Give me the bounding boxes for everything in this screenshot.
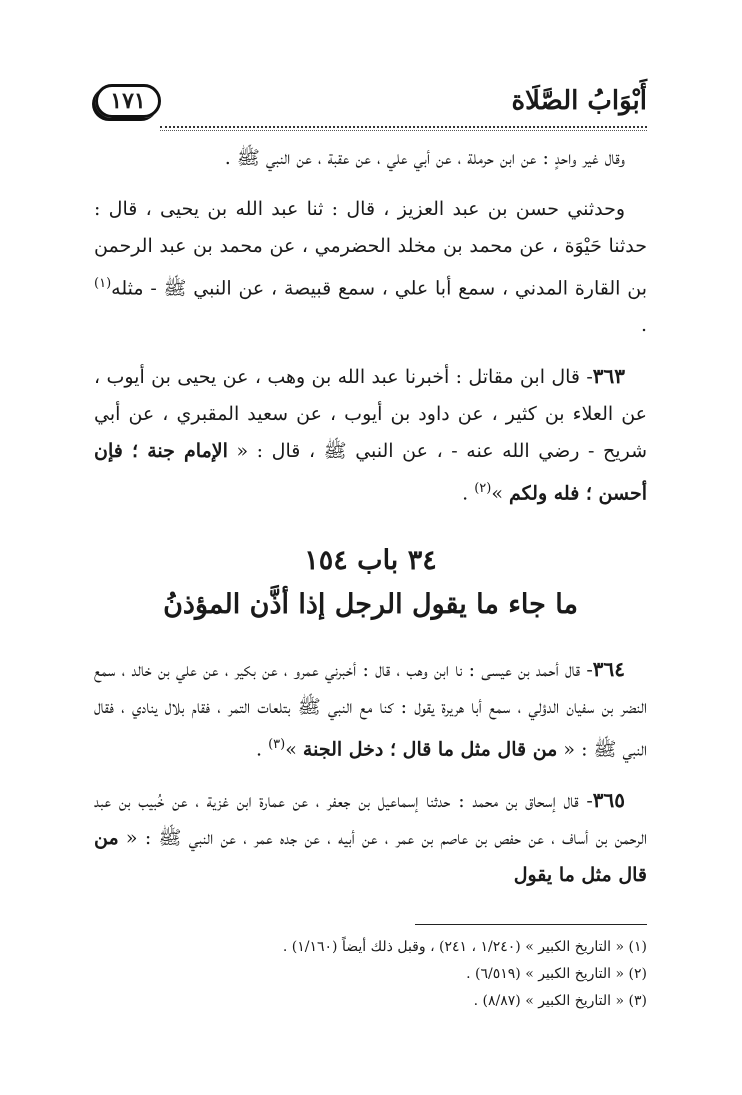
page-number: ١٧١ xyxy=(95,84,161,118)
hadith-text: - قال ابن مقاتل : أخبرنا عبد الله بن وهب ، عن يحيى بن أيوب ، عن العلاء بن كثير ، عن داود بن أيوب ، عن سعيد المقبري ، عن أبي شريح - رضي الله عنه - ، عن النبي ﷺ ، قال : « xyxy=(94,366,647,463)
hadith-number: ٣٦٥ xyxy=(592,787,625,812)
hadith-365 xyxy=(94,782,647,894)
hadith-quote: من قال مثل ما قال ؛ دخل الجنة xyxy=(302,737,558,760)
hadith-quote: من قال مثل ما يقول xyxy=(94,826,647,886)
footnote-1: (١) « التاريخ الكبير » (١/٢٤٠ ، ٢٤١) ، وقبل ذلك أيضاً (١/١٦٠) . xyxy=(282,939,647,955)
chapter-title: أَبْوَابُ الصَّلَاة xyxy=(511,86,647,116)
hadith-364: ٣٦٤- قال أحمد بن عيسى : نا ابن وهب ، قال : أخبرني عمرو ، عن بكير ، عن علي بن خالد ، سمع النضر بن سفيان الدؤلي ، سمع أبا هريرة يقول : كنا مع النبي ﷺ بتلعات التمر ، فقام بلال ينادي ، فقال النبي ﷺ : « من قال مثل ما قال ؛ دخل الجنة »$^{(٣)}$ . xyxy=(94,656,647,760)
footnote-3: (٣) « التاريخ الكبير » (٨/٨٧) . xyxy=(473,993,647,1009)
paragraph-text: وحدثني حسن بن عبد العزيز ، قال : ثنا عبد الله بن يحيى ، قال : حدثنا حَيْوَة ، عن محمد بن مخلد الحضرمي ، عن محمد بن عبد الرحمن بن القارة المدني ، سمع أبا علي ، سمع قبيصة ، عن النبي ﷺ - مثله xyxy=(94,198,647,300)
footnote-ref: (٢) xyxy=(474,481,492,497)
page-header xyxy=(95,82,647,126)
footnote-ref: (١) xyxy=(94,276,112,291)
paragraph: وقال غير واحدٍ : عن ابن حرملة ، عن أبي علي ، عن عقبة ، عن النبي ﷺ . xyxy=(224,147,625,169)
hadith-number: ٣٦٣ xyxy=(592,364,625,389)
hadith-text: - قال أحمد بن عيسى : نا ابن وهب ، قال : أخبرني عمرو ، عن بكير ، عن علي بن خالد ، سمع النضر بن سفيان الدؤلي ، سمع أبا هريرة يقول : كنا مع النبي ﷺ بتلعات التمر ، فقام بلال ينادي ، فقال النبي ﷺ : « xyxy=(94,658,647,760)
footnote-2: (٢) « التاريخ الكبير » (٦/٥١٩) . xyxy=(466,966,647,982)
footnote-divider xyxy=(415,924,647,925)
hadith-363: ٣٦٣- قال ابن مقاتل : أخبرنا عبد الله بن وهب ، عن يحيى بن أيوب ، عن العلاء بن كثير ، عن داود بن أيوب ، عن سعيد المقبري ، عن أبي شريح - رضي الله عنه - ، عن النبي ﷺ ، قال : « الإمام جنة ؛ فإن أحسن ؛ فله ولكم »$^{(٢)}$ . xyxy=(94,364,647,505)
header-divider-secondary xyxy=(160,130,647,131)
bab-subtitle: ما جاء ما يقول الرجل إذا أذَّن المؤذنُ xyxy=(163,588,578,620)
footnote-ref: (٣) xyxy=(268,736,286,752)
bab-heading xyxy=(94,539,647,627)
main-text xyxy=(94,140,647,908)
paragraph: وحدثني حسن بن عبد العزيز ، قال : ثنا عبد الله بن يحيى ، قال : حدثنا حَيْوَة ، عن محمد بن مخلد الحضرمي ، عن محمد بن عبد الرحمن بن القارة المدني ، سمع أبا علي ، سمع قبيصة ، عن النبي ﷺ - مثله$^{(١)}$ . xyxy=(94,198,647,337)
bab-title: ٣٤ باب ١٥٤ xyxy=(304,544,437,576)
header-divider xyxy=(160,126,647,128)
hadith-number: ٣٦٤ xyxy=(592,656,625,681)
hadith-quote: الإمام جنة ؛ فإن أحسن ؛ فله ولكم xyxy=(94,440,647,505)
hadith-text: - قال إسحاق بن محمد : حدثنا إسماعيل بن جعفر ، عن عمارة ابن غزية ، عن خُبيب بن عبد الرحمن بن أساف ، عن حفص بن عاصم بن عمر ، عن أبيه ، عن جده عمر ، عن النبي ﷺ : « xyxy=(94,789,647,849)
footnotes xyxy=(94,934,647,1015)
